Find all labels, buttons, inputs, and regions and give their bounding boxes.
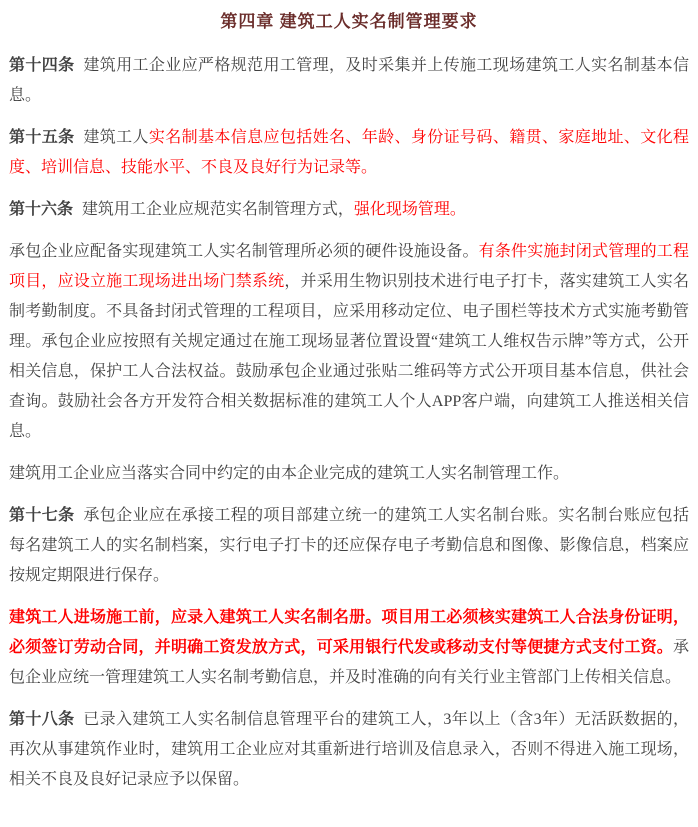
article-15-highlight: 实名制基本信息应包括姓名、年龄、身份证号码、籍贯、家庭地址、文化程度、培训信息、技能水平、不良及良好行为记录等。 <box>9 129 689 176</box>
document-page <box>9 10 689 795</box>
entry-requirements-text: 承包企业应统一管理建筑工人实名制考勤信息，并及时准确的向有关行业主管部门上传相关信息。 <box>9 639 689 686</box>
contract-obligation-text: 建筑用工企业应当落实合同中约定的由本企业完成的建筑工人实名制管理工作。 <box>9 465 570 482</box>
hardware-highlight: 有条件实施封闭式管理的工程项目，应设立施工现场进出场门禁系统 <box>9 243 689 290</box>
paragraph-article-17 <box>9 501 689 591</box>
hardware-text-lead: 承包企业应配备实现建筑工人实名制管理所必须的硬件设施设备。 <box>9 243 479 260</box>
paragraph-article-15 <box>9 123 689 183</box>
article-16-highlight: 强化现场管理。 <box>353 201 466 218</box>
paragraph-entry-requirements <box>9 603 689 693</box>
article-14-text: 建筑用工企业应严格规范用工管理，及时采集并上传施工现场建筑工人实名制基本信息。 <box>9 57 689 104</box>
chapter-title: 第四章 建筑工人实名制管理要求 <box>220 12 478 31</box>
paragraph-article-16 <box>9 195 689 225</box>
article-15-number: 第十五条 <box>9 129 75 146</box>
article-15-text: 建筑工人 <box>83 129 149 146</box>
paragraph-article-14 <box>9 51 689 111</box>
article-14-number: 第十四条 <box>9 57 75 74</box>
entry-requirements-highlight: 建筑工人进场施工前，应录入建筑工人实名制名册。项目用工必须核实建筑工人合法身份证明，必须签订劳动合同，并明确工资发放方式，可采用银行代发或移动支付等便捷方式支付工资。 <box>9 609 689 656</box>
article-18-text: 已录入建筑工人实名制信息管理平台的建筑工人，3年以上（含3年）无活跃数据的，再次从事建筑作业时，建筑用工企业应对其重新进行培训及信息录入，否则不得进入施工现场，相关不良及良好记录应予以保留。 <box>9 711 689 788</box>
paragraph-article-18 <box>9 705 689 795</box>
article-16-text: 建筑用工企业应规范实名制管理方式， <box>81 201 354 218</box>
paragraph-contract-obligation <box>9 459 689 489</box>
article-17-text: 承包企业应在承接工程的项目部建立统一的建筑工人实名制台账。实名制台账应包括每名建筑工人的实名制档案，实行电子打卡的还应保存电子考勤信息和图像、影像信息，档案应按规定期限进行保存。 <box>9 507 689 584</box>
hardware-text-rest: ，并采用生物识别技术进行电子打卡，落实建筑工人实名制考勤制度。不具备封闭式管理的工程项目，应采用移动定位、电子围栏等技术方式实施考勤管理。承包企业应按照有关规定通过在施工现场显著位置设置“建筑工人维权告示牌”等方式，公开相关信息，保护工人合法权益。鼓励承包企业通过张贴二维码等方式公开项目基本信息，供社会查询。鼓励社会各方开发符合相关数据标准的建筑工人个人APP客户端，向建筑工人推送相关信息。 <box>9 273 689 440</box>
article-17-number: 第十七条 <box>9 507 75 524</box>
article-16-number: 第十六条 <box>9 201 74 218</box>
paragraph-hardware-requirements <box>9 237 689 447</box>
article-18-number: 第十八条 <box>9 711 75 728</box>
